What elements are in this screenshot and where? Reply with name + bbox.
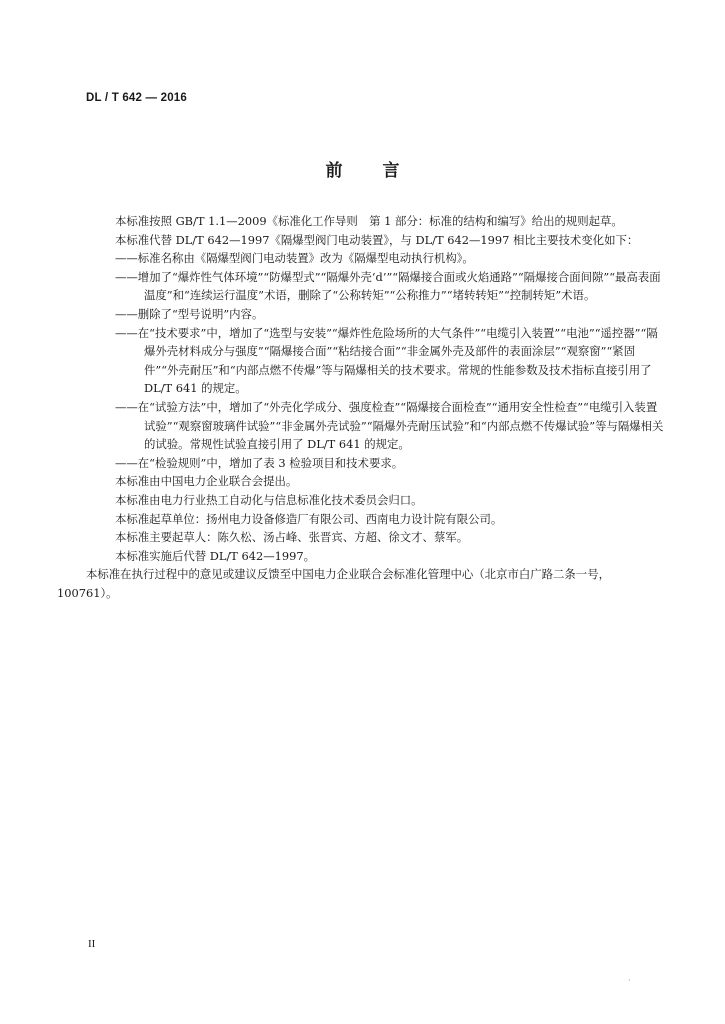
change-item: ——删除了“型号说明”内容。: [115, 306, 264, 321]
change-item: ——增加了“爆炸性气体环境”“防爆型式”“隔爆外壳‘d’”“隔爆接合面或火焰通路”“隔爆接合面间隙”“最高表面温度”和“连续运行温度”术语，删除了“公称转矩”“公称推力”“堵转转矩”“控制转矩”术语。: [115, 269, 661, 303]
change-item: ——在“检验规则”中，增加了表 3 检验项目和技术要求。: [115, 455, 404, 470]
preface-body: [57, 212, 664, 602]
paragraph: 本标准起草单位：扬州电力设备修造厂有限公司、西南电力设计院有限公司。: [115, 511, 503, 526]
page-title: 前言: [325, 161, 440, 181]
paragraph: 本标准由电力行业热工自动化与信息标准化技术委员会归口。: [115, 492, 423, 507]
paragraph: 本标准在执行过程中的意见或建议反馈至中国电力企业联合会标准化管理中心（北京市白广路二条一号，100761）。: [57, 567, 610, 600]
change-item: ——在“试验方法”中，增加了“外壳化学成分、强度检查”“隔爆接合面检查”“通用安全性检查”“电缆引入装置试验”“观察窗玻璃件试验”“非金属外壳试验”“隔爆外壳耐压试验”和“内部点燃不传爆试验”等与隔爆相关的试验。常规性试验直接引用了 DL/T 641 的规定。: [115, 399, 664, 452]
change-item: ——标准名称由《隔爆型阀门电动装置》改为《隔爆型电动执行机构》。: [115, 251, 474, 266]
paragraph: 本标准按照 GB/T 1.1—2009《标准化工作导则 第 1 部分：标准的结构和编写》给出的规则起草。: [115, 214, 623, 228]
standard-code: DL / T 642 — 2016: [86, 92, 187, 104]
page-number: II: [88, 938, 96, 950]
scan-dot: ·: [628, 976, 631, 985]
paragraph: 本标准代替 DL/T 642—1997《隔爆型阀门电动装置》，与 DL/T 642—1997 相比主要技术变化如下：: [115, 232, 639, 247]
paragraph: 本标准由中国电力企业联合会提出。: [115, 474, 298, 489]
paragraph: 本标准实施后代替 DL/T 642—1997。: [115, 548, 316, 563]
paragraph: 本标准主要起草人：陈久松、汤占峰、张晋宾、方超、徐文才、蔡军。: [115, 530, 469, 545]
change-item: ——在“技术要求”中，增加了“选型与安装”“爆炸性危险场所的大气条件”“电缆引入装置”“电池”“遥控器”“隔爆外壳材料成分与强度”“隔爆接合面”“粘结接合面”“非金属外壳及部件的表面涂层”“观察窗”“紧固件”“外壳耐压”和“内部点燃不传爆”等与隔爆相关的技术要求。常规的性能参数及技术指标直接引用了 DL/T 641 的规定。: [115, 325, 658, 396]
